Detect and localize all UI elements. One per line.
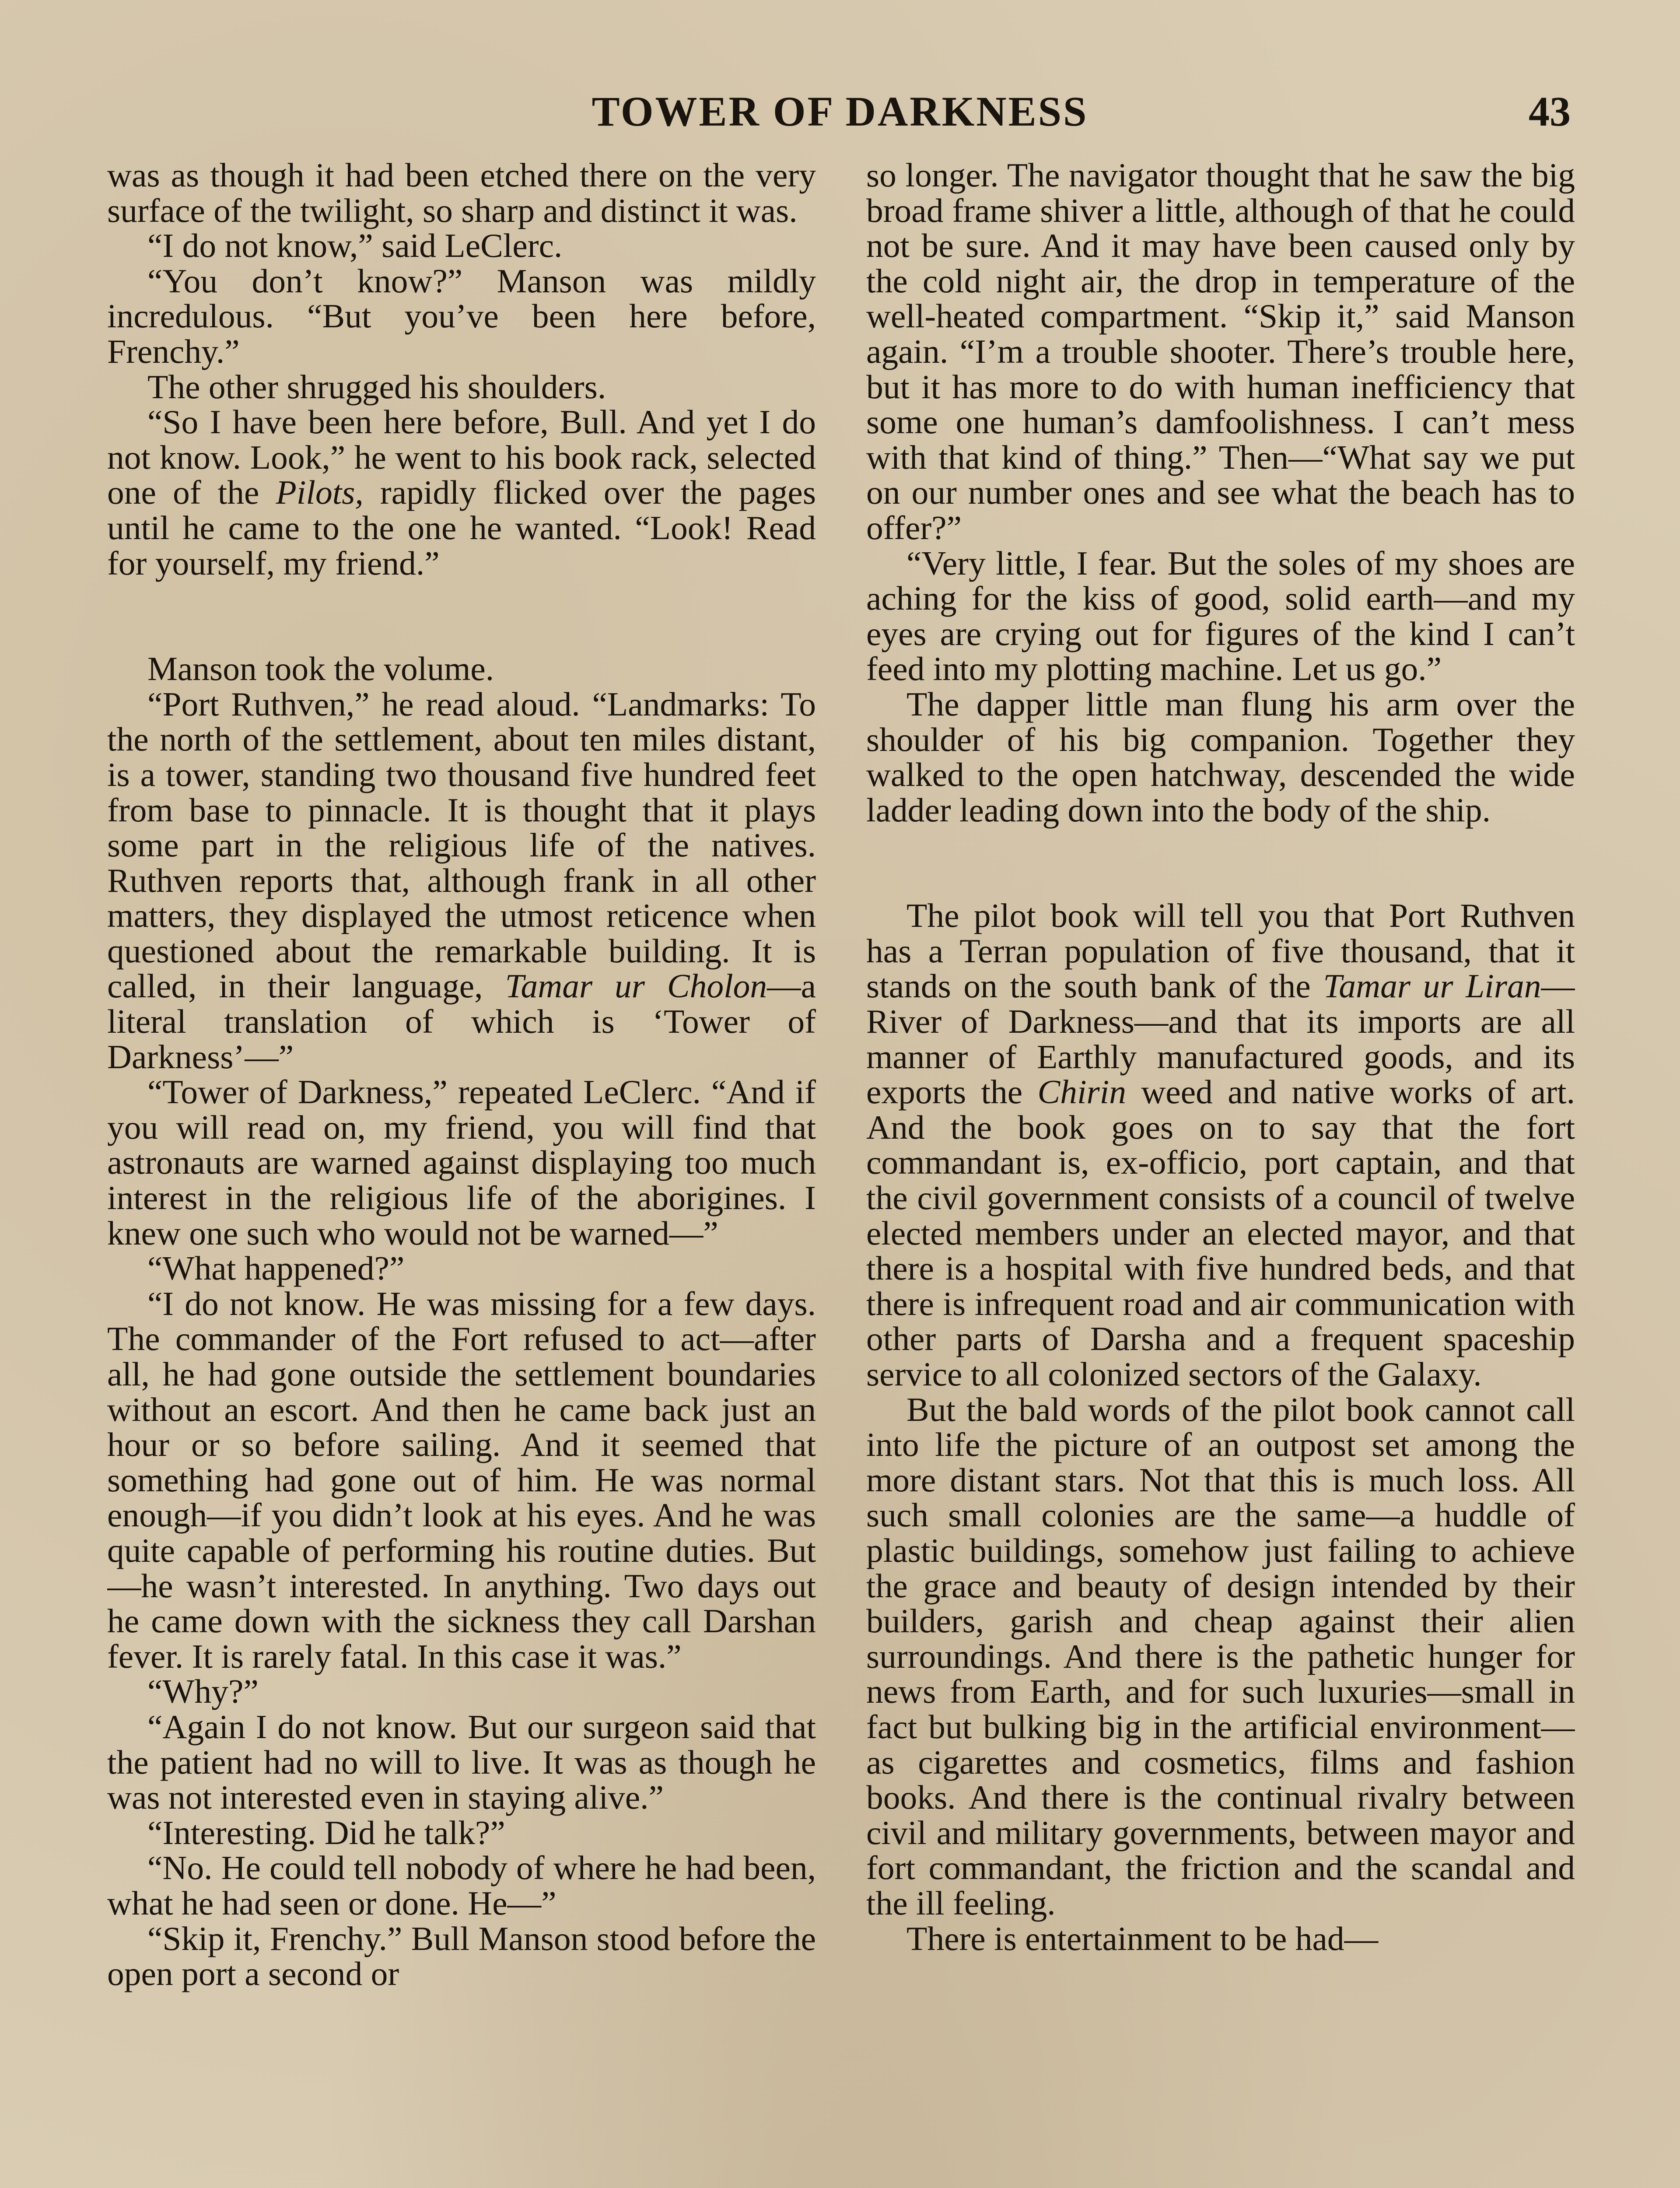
running-header (105, 85, 1575, 147)
paragraph: “Why?” (147, 1673, 259, 1711)
paragraph: so longer. The navigator thought that he saw the big broad frame shiver a little, although of that he could not be sure. And it may have been caused only by the cold night air, the drop in temperature of the well-heated compartment. “Skip it,” said Manson again. “I’m a trouble shooter. There’s trouble here, but it has more to do with human inefficiency that some one human’s damfoolishness. I can’t mess with that kind of thing.” Then—“What say we put on our number ones and see what the beach has to offer?” (866, 158, 1575, 547)
paragraph: “I do not know,” said LeClerc. (147, 227, 563, 265)
paragraph: “What happened?” (147, 1249, 405, 1287)
text-column-left (107, 158, 816, 2188)
page-title: TOWER OF DARKNESS (592, 88, 1088, 135)
italic-term: Chirin (1037, 1073, 1126, 1111)
paragraph: “Interesting. Did he talk?” (147, 1813, 505, 1851)
paragraph: There is entertainment to be had— (906, 1919, 1379, 1957)
paragraph: “Tower of Darkness,” repeated LeClerc. “And if you will read on, my friend, you will find that astronauts are warned against displaying too much interest in the religious life of the aborigines. I knew one such who would not be warned—” (107, 1073, 816, 1252)
italic-title: Pilots, (276, 473, 364, 512)
paragraph: “Very little, I fear. But the soles of my shoes are aching for the kiss of good, solid earth—and my eyes are crying out for figures of the kind I can’t feed into my plotting machine. Let us go.” (866, 544, 1575, 688)
paragraph: “Skip it, Frenchy.” Bull Manson stood before the open port a second or (107, 1919, 816, 1993)
page-number: 43 (1529, 88, 1571, 135)
paragraph: was as though it had been etched there on the very surface of the twilight, so sharp and distinct it was. (107, 158, 816, 229)
paragraph: The other shrugged his shoulders. (147, 368, 606, 406)
paragraph: “I do not know. He was missing for a few days. The commander of the Fort refused to act—after all, he had gone outside the settlement boundaries without an escort. And then he came back just an hour or so before sailing. And it seemed that something had gone out of him. He was normal enough—if you didn’t look at his eyes. And he was quite capable of performing his routine duties. But—he wasn’t interested. In anything. Two days out he came down with the sickness they call Darshan fever. It is rarely fatal. In this case it was.” (107, 1284, 816, 1675)
paragraph: The pilot book will tell you that Port Ruthven has a Terran population of five thousand, that it stands on the south bank of the Tamar ur Liran—River of Darkness—and that its imports are all manner of Earthly manufactured goods, and its exports the Chirin weed and native works of art. And the book goes on to say that the fort commandant is, ex-officio, port captain, and that the civil government consists of a council of twelve elected members under an elected mayor, and that there is a hospital with five hundred beds, and that there is infrequent road and air communication with other parts of Darsha and a frequent spaceship service to all colonized sectors of the Galaxy. (866, 897, 1575, 1393)
text-column-right (866, 158, 1575, 2188)
paragraph: “Again I do not know. But our surgeon said that the patient had no will to live. It was as though he was not interested even in staying alive.” (107, 1708, 816, 1816)
italic-term: Tamar ur Cholon (505, 967, 767, 1005)
paragraph: But the bald words of the pilot book cannot call into life the picture of an outpost set among the more distant stars. Not that this is much loss. All such small colonies are the same—a huddle of plastic buildings, somehow just failing to achieve the grace and beauty of design intended by their builders, garish and cheap against their alien surroundings. And there is the pathetic hunger for news from Earth, and for such luxuries—small in fact but bulking big in the artificial environment—as cigarettes and cosmetics, films and fashion books. And there is the continual rivalry between civil and military governments, between mayor and fort commandant, the friction and the scandal and the ill feeling. (866, 1390, 1575, 1922)
paragraph: The dapper little man flung his arm over the shoulder of his big companion. Together they walked to the open hatchway, descended the wide ladder leading down into the body of the ship. (866, 685, 1575, 829)
paragraph: “You don’t know?” Manson was mildly incredulous. “But you’ve been here before, Frenchy.” (107, 262, 816, 370)
italic-term: Tamar ur Liran (1323, 967, 1541, 1005)
paragraph: Manson took the volume. (147, 650, 494, 688)
paragraph: “Port Ruthven,” he read aloud. “Landmarks: To the north of the settlement, about ten miles distant, is a tower, standing two thousand five hundred feet from base to pinnacle. It is thought that it plays some part in the religious life of the natives. Ruthven reports that, although frank in all other matters, they displayed the utmost reticence when questioned about the remarkable building. It is called, in their language, Tamar ur Cholon—a literal translation of which is ‘Tower of Darkness’—” (107, 685, 816, 1076)
paragraph: “No. He could tell nobody of where he had been, what he had seen or done. He—” (107, 1849, 816, 1922)
paragraph: “So I have been here before, Bull. And yet I do not know. Look,” he went to his book rack, selected one of the Pilots, rapidly flicked over the pages until he came to the one he wanted. “Look! Read for yourself, my friend.” (107, 403, 816, 582)
